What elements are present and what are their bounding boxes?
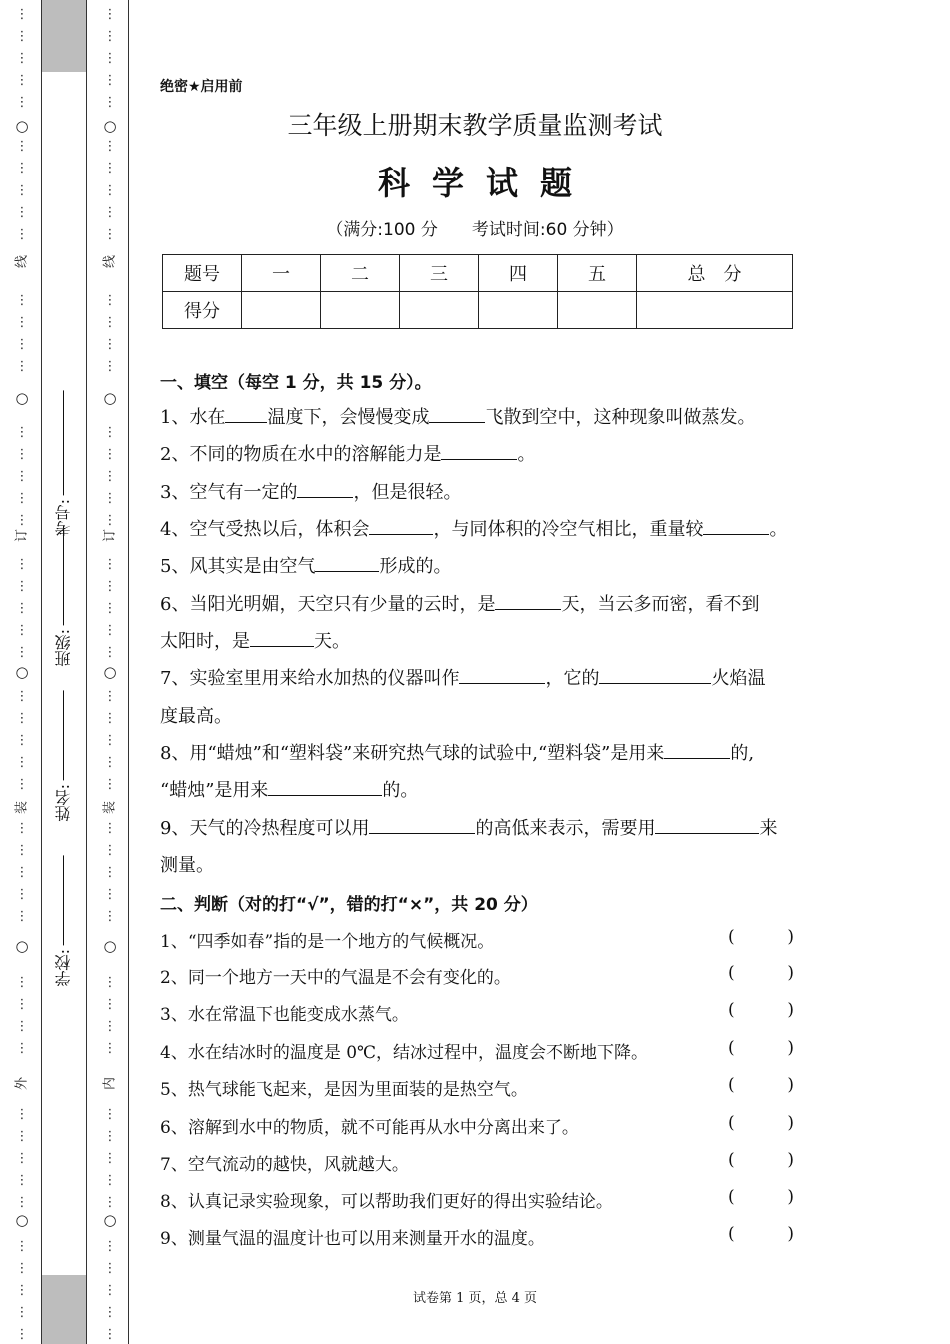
answer-blank[interactable]: [459, 665, 545, 684]
binding-dot: ⋮: [15, 95, 29, 110]
school-field: [52, 855, 82, 986]
answer-blank[interactable]: [703, 516, 769, 535]
binding-dot: ⋮: [103, 1195, 117, 1210]
judgement-text: 1、“四季如春”指的是一个地方的气候概况。: [160, 932, 495, 952]
binding-dot: ⋮: [15, 843, 29, 858]
question-text: 形成的。: [379, 556, 452, 577]
binding-dot: ⋮: [15, 1195, 29, 1210]
exam-number-line: [64, 390, 65, 495]
paren-open: (: [728, 927, 735, 947]
question-7: [160, 664, 794, 690]
binding-circle: ○: [15, 937, 29, 955]
section-1-heading: 一、填空（每空 1 分，共 15 分）。: [160, 373, 432, 393]
binding-mark-char: 内: [102, 1077, 118, 1091]
paren-open: (: [728, 1038, 735, 1058]
binding-dot: ⋮: [15, 51, 29, 66]
binding-line-middle: [86, 0, 87, 1344]
binding-dot: ⋮: [103, 1019, 117, 1034]
judgement-answer-box[interactable]: [728, 1038, 794, 1058]
binding-circle: ○: [103, 117, 117, 135]
paren-close: ): [787, 963, 794, 983]
binding-dot: ⋮: [15, 997, 29, 1012]
question-text: 测量。: [160, 855, 214, 876]
binding-dot: ⋮: [15, 73, 29, 88]
binding-margin: [0, 0, 130, 1344]
binding-dot: ⋮: [15, 7, 29, 22]
question-8-continued: [160, 776, 794, 802]
binding-dot: ⋮: [103, 623, 117, 638]
binding-dot: ⋮: [103, 1261, 117, 1276]
judgement-text: 7、空气流动的越快，风就越大。: [160, 1155, 409, 1175]
binding-dot: ⋮: [15, 975, 29, 990]
binding-dot: ⋮: [15, 601, 29, 616]
question-text: 飞散到空中，这种现象叫做蒸发。: [485, 407, 756, 428]
binding-dot: ⋮: [103, 645, 117, 660]
paren-close: ): [787, 1075, 794, 1095]
judgement-text: 5、热气球能飞起来，是因为里面装的是热空气。: [160, 1080, 528, 1100]
judgement-item: [160, 1038, 794, 1063]
question-4: [160, 515, 794, 541]
binding-dot: ⋮: [103, 843, 117, 858]
answer-blank[interactable]: [599, 665, 711, 684]
question-text: 天，当云多而密，看不到: [561, 594, 760, 615]
binding-dot: ⋮: [15, 425, 29, 440]
binding-dot: ⋮: [103, 865, 117, 880]
binding-dot: ⋮: [103, 1305, 117, 1320]
binding-dot: ⋮: [103, 1327, 117, 1342]
paren-close: ): [787, 1187, 794, 1207]
binding-mark-char: 订: [102, 529, 118, 543]
paren-open: (: [728, 1224, 735, 1244]
binding-dot: ⋮: [103, 1041, 117, 1056]
score-table-cell: 题号: [163, 255, 242, 292]
binding-mark-char: 装: [14, 801, 30, 815]
score-table-cell: 一: [242, 255, 321, 292]
school-label: 学校:: [54, 949, 73, 987]
binding-dot: ⋮: [103, 1129, 117, 1144]
question-7-continued: [160, 702, 794, 728]
binding-circle: ○: [103, 937, 117, 955]
question-text: ，它的: [545, 668, 600, 689]
binding-dot: ⋮: [15, 337, 29, 352]
binding-dot: ⋮: [15, 183, 29, 198]
class-label: 班级:: [54, 629, 73, 667]
judgement-text: 4、水在结冰时的温度是 0℃，结冰过程中，温度会不断地下降。: [160, 1043, 649, 1063]
question-text: 9、天气的冷热程度可以用: [160, 818, 370, 839]
question-text: 的高低来表示，需要用: [475, 818, 656, 839]
judgement-answer-box[interactable]: [728, 1224, 794, 1244]
binding-circle: ○: [15, 1211, 29, 1229]
exam-number-label: 考号:: [54, 499, 73, 537]
binding-dot: ⋮: [15, 1327, 29, 1342]
judgement-answer-box[interactable]: [728, 963, 794, 983]
binding-mark-char: 线: [102, 255, 118, 269]
question-text: 来: [759, 818, 778, 839]
binding-dot: ⋮: [103, 491, 117, 506]
judgement-item: [160, 1000, 794, 1025]
question-text: 火焰温: [711, 668, 766, 689]
binding-dot: ⋮: [103, 997, 117, 1012]
answer-blank[interactable]: [429, 404, 485, 423]
binding-dot: ⋮: [103, 29, 117, 44]
binding-dot: ⋮: [103, 513, 117, 528]
binding-circle: ○: [15, 663, 29, 681]
binding-dot: ⋮: [15, 909, 29, 924]
binding-dot: ⋮: [15, 1041, 29, 1056]
binding-dot: ⋮: [103, 447, 117, 462]
binding-dot: ⋮: [15, 491, 29, 506]
subject-title: 科学试题: [377, 164, 594, 202]
question-text: 度最高。: [160, 706, 232, 727]
binding-dot: ⋮: [103, 1151, 117, 1166]
judgement-item: [160, 1150, 794, 1175]
question-text: 。: [769, 519, 788, 540]
binding-dot: ⋮: [103, 293, 117, 308]
judgement-text: 9、测量气温的温度计也可以用来测量开水的温度。: [160, 1229, 545, 1249]
question-2: [160, 440, 794, 466]
paren-open: (: [728, 1150, 735, 1170]
binding-dot: ⋮: [103, 469, 117, 484]
binding-dot: ⋮: [15, 755, 29, 770]
judgement-text: 6、溶解到水中的物质，就不可能再从水中分离出来了。: [160, 1118, 579, 1138]
binding-circle: ○: [103, 663, 117, 681]
answer-blank[interactable]: [495, 591, 561, 610]
binding-dot: ⋮: [15, 447, 29, 462]
binding-dot: ⋮: [15, 645, 29, 660]
paren-open: (: [728, 963, 735, 983]
exam-number-field: [52, 390, 82, 536]
paren-close: ): [787, 1113, 794, 1133]
binding-dot: ⋮: [15, 359, 29, 374]
binding-dot: ⋮: [103, 821, 117, 836]
binding-dot: ⋮: [15, 293, 29, 308]
page-footer: 试卷第 1 页，总 4 页: [412, 1291, 538, 1306]
binding-dot: ⋮: [15, 513, 29, 528]
binding-dot: ⋮: [15, 623, 29, 638]
exam-title: 三年级上册期末教学质量监测考试: [287, 111, 663, 140]
question-text: 6、当阳光明媚，天空只有少量的云时，是: [160, 594, 496, 615]
question-9-continued: [160, 851, 794, 877]
paren-close: ): [787, 1038, 794, 1058]
binding-dot: ⋮: [15, 227, 29, 242]
question-text: 的。: [382, 780, 419, 801]
binding-dot: ⋮: [15, 887, 29, 902]
paren-open: (: [728, 1000, 735, 1020]
question-3: [160, 478, 794, 504]
score-table-cell: 总 分: [637, 255, 793, 292]
question-text: 温度下，会慢慢变成: [267, 407, 430, 428]
judgement-item: [160, 1075, 794, 1100]
paren-open: (: [728, 1113, 735, 1133]
school-line: [64, 855, 65, 945]
judgement-item: [160, 1113, 794, 1138]
score-input-cell[interactable]: [242, 292, 321, 329]
paren-close: ): [787, 1000, 794, 1020]
name-line: [64, 690, 65, 780]
binding-dot: ⋮: [15, 1173, 29, 1188]
binding-dot: ⋮: [103, 1173, 117, 1188]
judgement-item: [160, 963, 794, 988]
binding-dot: ⋮: [103, 601, 117, 616]
inner-dotted-column: [100, 0, 120, 1344]
binding-dot: ⋮: [103, 337, 117, 352]
question-text: 5、风其实是由空气: [160, 556, 316, 577]
judgement-answer-box[interactable]: [728, 1075, 794, 1095]
score-table: [162, 254, 793, 329]
binding-dot: ⋮: [15, 689, 29, 704]
binding-circle: ○: [103, 389, 117, 407]
full-score-text: （满分:100 分: [326, 220, 438, 240]
binding-circle: ○: [15, 389, 29, 407]
judgement-answer-box[interactable]: [728, 1150, 794, 1170]
answer-blank[interactable]: [225, 404, 267, 423]
question-text: 7、实验室里用来给水加热的仪器叫作: [160, 668, 460, 689]
question-8: [160, 739, 794, 765]
answer-blank[interactable]: [268, 777, 382, 796]
judgement-text: 3、水在常温下也能变成水蒸气。: [160, 1005, 409, 1025]
binding-mark-char: 装: [102, 801, 118, 815]
binding-dot: ⋮: [103, 139, 117, 154]
judgement-text: 2、同一个地方一天中的气温是不会有变化的。: [160, 968, 511, 988]
binding-dot: ⋮: [103, 161, 117, 176]
score-input-cell[interactable]: [479, 292, 558, 329]
judgement-item: [160, 927, 794, 952]
binding-dot: ⋮: [15, 1305, 29, 1320]
question-text: 。: [517, 444, 536, 465]
binding-dot: ⋮: [103, 755, 117, 770]
binding-dot: ⋮: [15, 777, 29, 792]
answer-blank[interactable]: [441, 441, 517, 460]
outer-dotted-column: [12, 0, 32, 1344]
exam-info: [160, 215, 790, 240]
question-text: 2、不同的物质在水中的溶解能力是: [160, 444, 442, 465]
binding-circle: ○: [15, 117, 29, 135]
judgement-answer-box[interactable]: [728, 927, 794, 947]
binding-dot: ⋮: [15, 1239, 29, 1254]
binding-dot: ⋮: [15, 1019, 29, 1034]
question-text: “蜡烛”是用来: [160, 780, 269, 801]
judgement-text: 8、认真记录实验现象，可以帮助我们更好的得出实验结论。: [160, 1192, 613, 1212]
binding-dot: ⋮: [15, 557, 29, 572]
question-text: ，与同体积的冷空气相比，重量较: [433, 519, 704, 540]
answer-blank[interactable]: [369, 815, 475, 834]
binding-circle: ○: [103, 1211, 117, 1229]
binding-dot: ⋮: [103, 557, 117, 572]
binding-dot: ⋮: [103, 975, 117, 990]
score-row-label: 得分: [163, 292, 242, 329]
binding-dot: ⋮: [15, 205, 29, 220]
question-9: [160, 814, 794, 840]
score-input-cell[interactable]: [321, 292, 400, 329]
binding-mark-char: 线: [14, 255, 30, 269]
binding-dot: ⋮: [15, 711, 29, 726]
score-input-cell[interactable]: [400, 292, 479, 329]
binding-dot: ⋮: [103, 689, 117, 704]
judgement-item: [160, 1224, 794, 1249]
answer-blank[interactable]: [664, 740, 730, 759]
score-table-cell: 三: [400, 255, 479, 292]
binding-dot: ⋮: [103, 1283, 117, 1298]
score-table-header-row: [163, 255, 793, 292]
binding-dot: ⋮: [103, 205, 117, 220]
binding-dot: ⋮: [103, 51, 117, 66]
binding-dot: ⋮: [103, 7, 117, 22]
section-2-heading: 二、判断（对的打“√”，错的打“×”，共 20 分）: [160, 895, 538, 915]
question-text: 的,: [730, 743, 755, 764]
question-text: 1、水在: [160, 407, 226, 428]
binding-dot: ⋮: [103, 425, 117, 440]
binding-dot: ⋮: [103, 359, 117, 374]
question-text: 天。: [314, 631, 350, 652]
question-5: [160, 552, 794, 578]
exam-time-text: 考试时间:60 分钟）: [471, 220, 624, 240]
binding-dot: ⋮: [103, 579, 117, 594]
binding-dot: ⋮: [103, 183, 117, 198]
binding-dot: ⋮: [103, 733, 117, 748]
answer-blank[interactable]: [250, 628, 314, 647]
binding-dot: ⋮: [15, 1261, 29, 1276]
binding-mark-char: 外: [14, 1077, 30, 1091]
binding-mark-char: 订: [14, 529, 30, 543]
paren-open: (: [728, 1187, 735, 1207]
binding-dot: ⋮: [15, 315, 29, 330]
question-text: 8、用“蜡烛”和“塑料袋”来研究热气球的试验中,“塑料袋”是用来: [160, 743, 665, 764]
binding-dot: ⋮: [15, 1107, 29, 1122]
class-field: [52, 525, 82, 666]
binding-dot: ⋮: [103, 73, 117, 88]
judgement-item: [160, 1187, 794, 1212]
binding-dot: ⋮: [103, 315, 117, 330]
judgement-answer-box[interactable]: [728, 1113, 794, 1133]
score-input-cell[interactable]: [558, 292, 637, 329]
question-text: 3、空气有一定的: [160, 482, 298, 503]
question-6-continued: [160, 627, 794, 653]
question-text: ，但是很轻。: [353, 482, 462, 503]
binding-dot: ⋮: [15, 29, 29, 44]
paren-close: ): [787, 927, 794, 947]
paren-open: (: [728, 1075, 735, 1095]
class-line: [64, 525, 65, 625]
answer-blank[interactable]: [369, 516, 433, 535]
answer-blank[interactable]: [655, 815, 759, 834]
binding-dot: ⋮: [103, 887, 117, 902]
binding-dot: ⋮: [103, 711, 117, 726]
answer-blank[interactable]: [315, 553, 379, 572]
binding-dot: ⋮: [103, 1239, 117, 1254]
binding-dot: ⋮: [15, 579, 29, 594]
name-label: 姓名:: [54, 784, 73, 822]
question-text: 太阳时，是: [160, 631, 250, 652]
binding-dot: ⋮: [15, 1151, 29, 1166]
answer-blank[interactable]: [297, 479, 353, 498]
binding-dot: ⋮: [103, 227, 117, 242]
question-6: [160, 590, 794, 616]
binding-dot: ⋮: [15, 1283, 29, 1298]
binding-dot: ⋮: [15, 1129, 29, 1144]
binding-line-right: [128, 0, 129, 1344]
question-text: 4、空气受热以后，体积会: [160, 519, 370, 540]
binding-dot: ⋮: [103, 909, 117, 924]
judgement-answer-box[interactable]: [728, 1187, 794, 1207]
score-table-cell: 五: [558, 255, 637, 292]
binding-dot: ⋮: [103, 1107, 117, 1122]
judgement-answer-box[interactable]: [728, 1000, 794, 1020]
binding-dot: ⋮: [15, 469, 29, 484]
student-info-column: [52, 0, 82, 1344]
binding-dot: ⋮: [15, 161, 29, 176]
score-table-score-row: [163, 292, 793, 329]
score-input-cell[interactable]: [637, 292, 793, 329]
paren-close: ): [787, 1150, 794, 1170]
question-1: [160, 403, 794, 429]
confidential-label: 绝密★启用前: [160, 79, 243, 95]
binding-dot: ⋮: [103, 95, 117, 110]
score-table-cell: 四: [479, 255, 558, 292]
binding-dot: ⋮: [15, 733, 29, 748]
score-table-cell: 二: [321, 255, 400, 292]
binding-dot: ⋮: [103, 777, 117, 792]
binding-dot: ⋮: [15, 821, 29, 836]
binding-line-left: [41, 0, 42, 1344]
binding-dot: ⋮: [15, 139, 29, 154]
name-field: [52, 690, 82, 821]
binding-dot: ⋮: [15, 865, 29, 880]
paren-close: ): [787, 1224, 794, 1244]
